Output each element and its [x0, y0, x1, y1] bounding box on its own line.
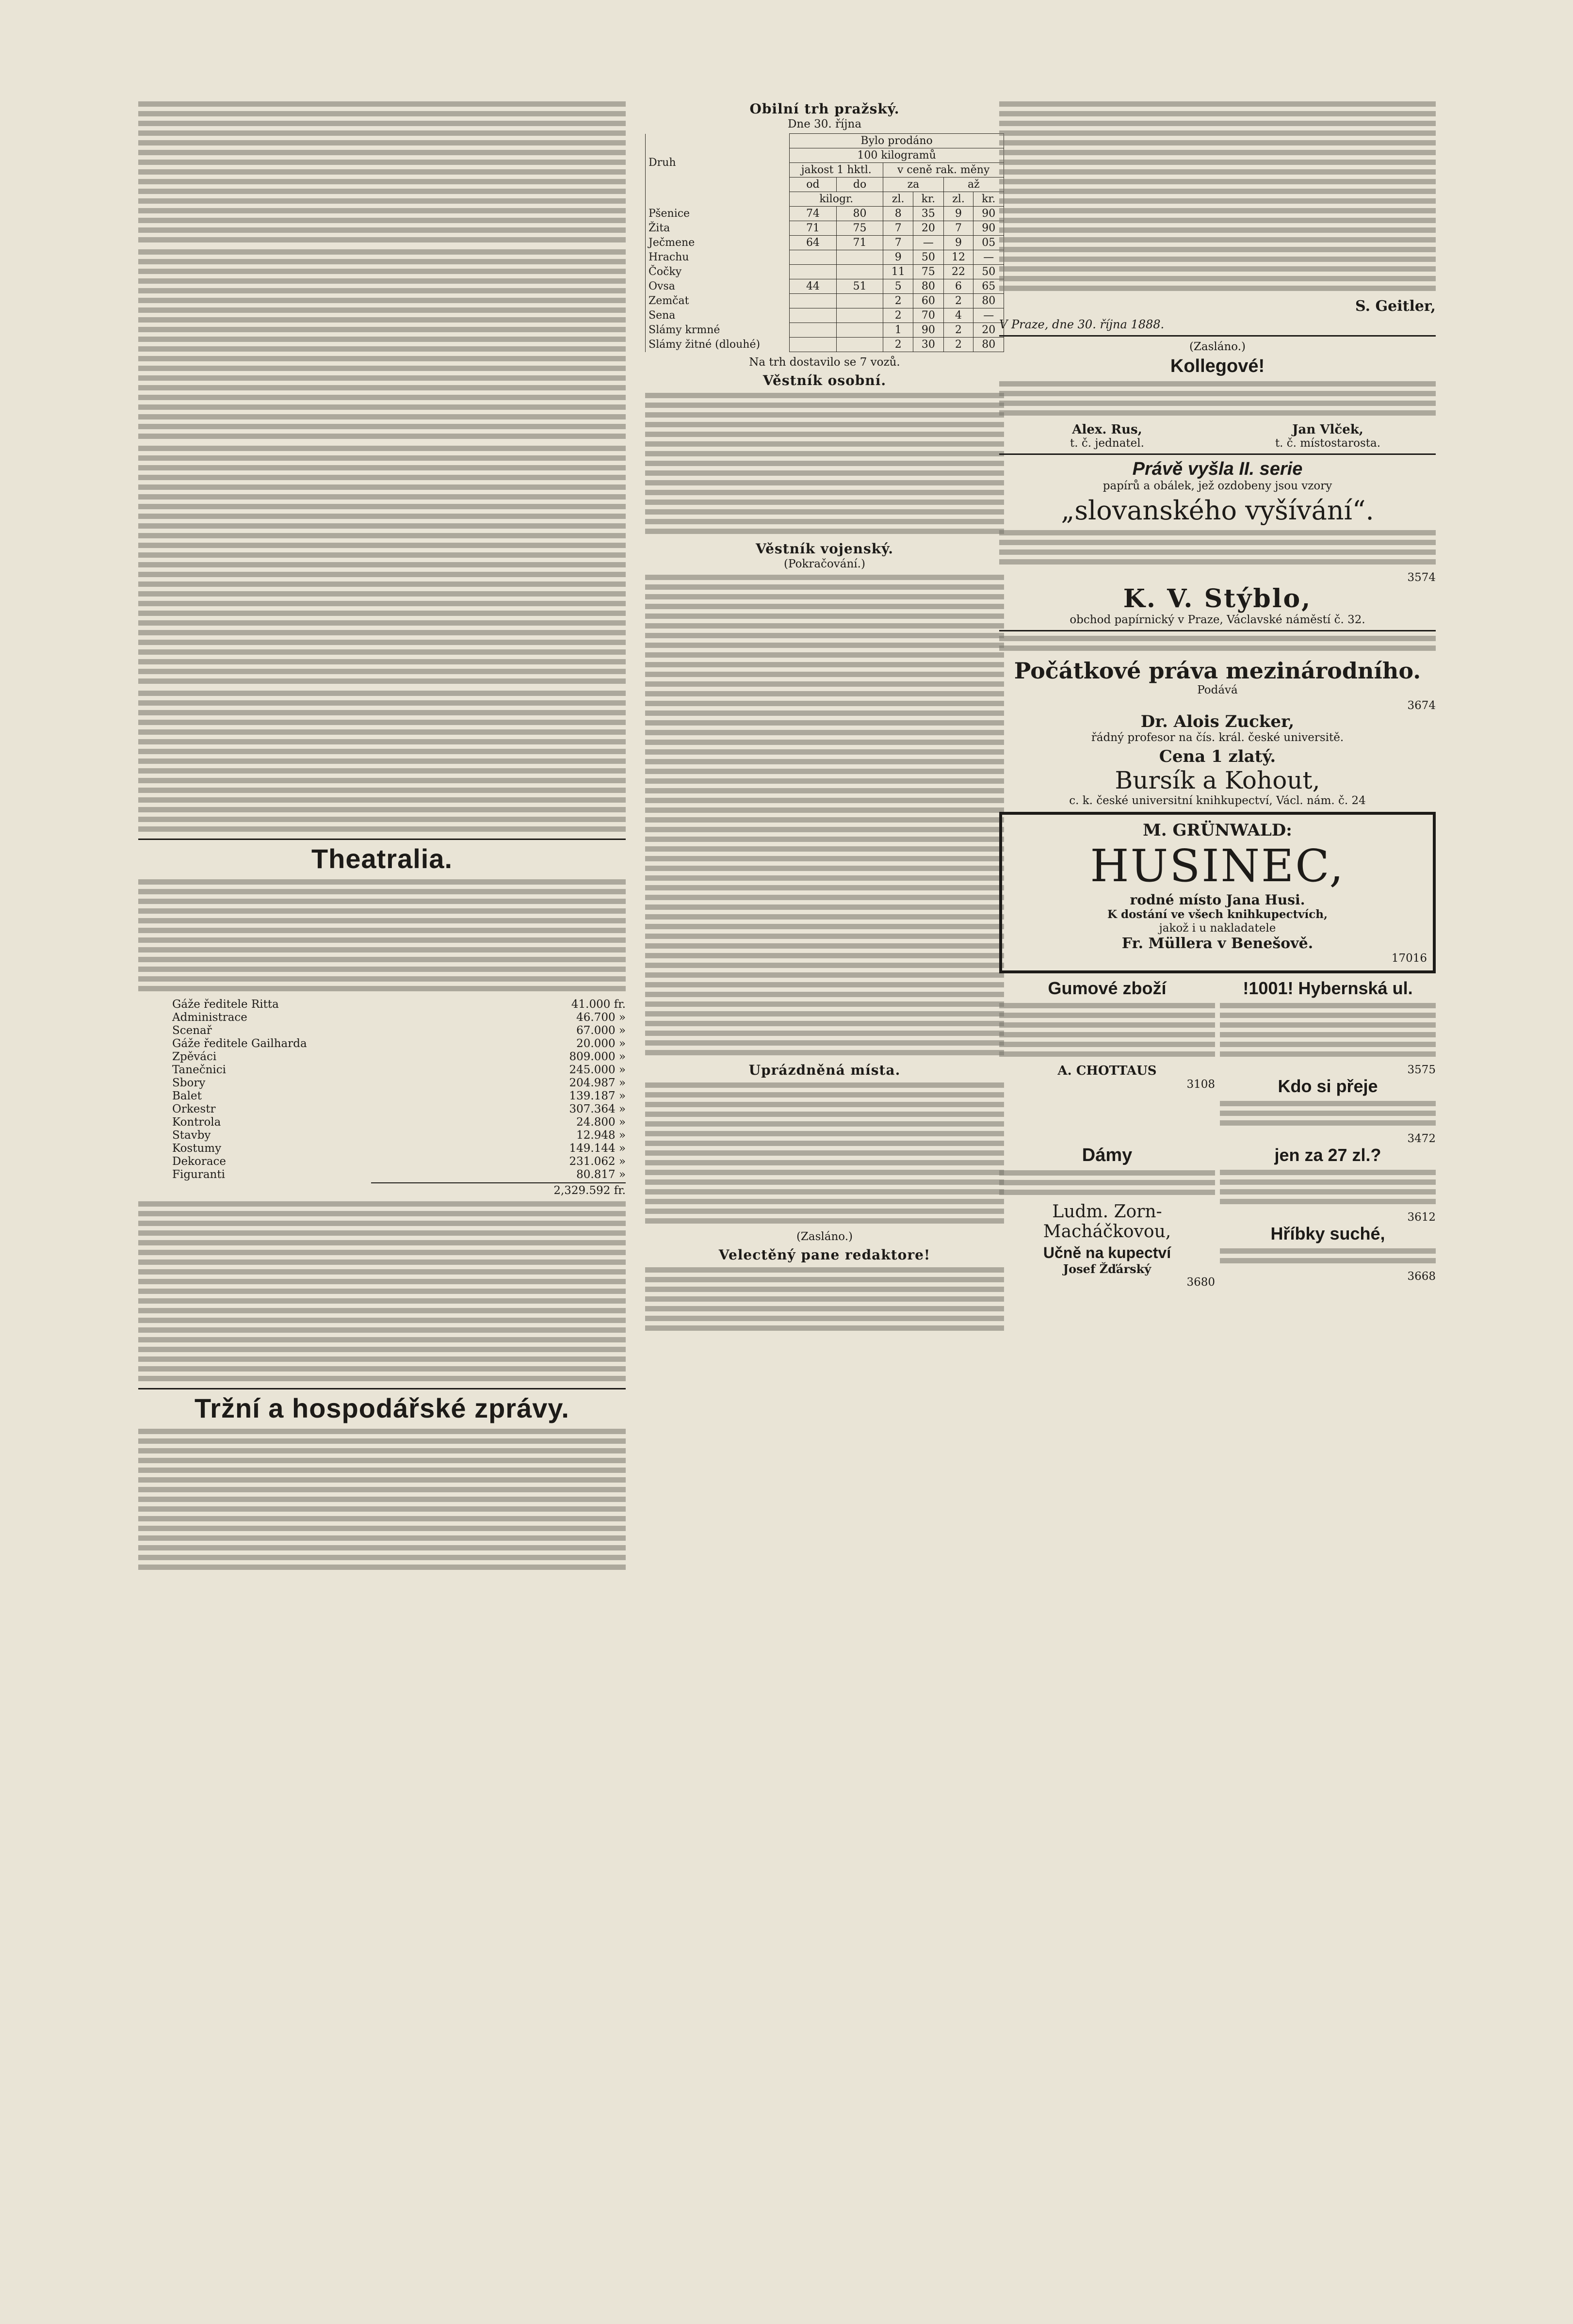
grain-footer: Na trh dostavilo se 7 vozů. [749, 356, 900, 369]
theatre-item-name: Gáže ředitele Gailharda [172, 1037, 307, 1050]
styblo-name: K. V. Stýblo, [1123, 584, 1312, 613]
hribky-body [1220, 1248, 1436, 1263]
theatre-item-amount: 245.000 » [569, 1064, 626, 1076]
uprazdnena-body [645, 1082, 1004, 1224]
zaslano-label: (Zasláno.) [796, 1230, 853, 1243]
grain-cell-kr2: 80 [973, 294, 1004, 308]
grunwald-name: M. GRÜNWALD: [1143, 821, 1292, 840]
hribky-title: Hříbky suché, [1270, 1224, 1385, 1243]
pocatkove-title: Počátkové práva mezinárodního. [1014, 658, 1421, 684]
theatre-item-amount: 41.000 fr. [571, 998, 626, 1011]
grain-cell-kr1: 70 [913, 308, 943, 323]
kr-header: kr. [973, 192, 1004, 207]
ad-number: 17016 [1391, 952, 1427, 965]
kollegove-body [999, 381, 1436, 416]
grain-cell-druh: Sena [646, 308, 790, 323]
grain-date: Dne 30. října [787, 118, 862, 130]
theatre-item-amount: 204.987 » [569, 1077, 626, 1089]
vojensky-sub: (Pokračování.) [784, 558, 865, 570]
jakost-header: jakost 1 hktl. [790, 163, 883, 178]
gumove-title: Gumové zboží [1048, 978, 1167, 998]
theatre-item-name: Kostumy [172, 1142, 222, 1155]
ucne-ad [999, 1244, 1215, 1289]
hybernska-ad [1220, 978, 1436, 1145]
signer-left: Alex. Rus, [1072, 422, 1142, 437]
grain-cell-od [790, 323, 837, 338]
theatre-item-name: Stavby [172, 1129, 211, 1142]
grain-cell-do [836, 308, 883, 323]
grain-cell-kr2: 65 [973, 279, 1004, 294]
ad-number: 3674 [1407, 699, 1436, 712]
husinec-title: HUSINEC, [1090, 840, 1345, 892]
cena-header: v ceně rak. měny [883, 163, 1004, 178]
hribky-ad [1220, 1244, 1436, 1289]
column-2 [645, 97, 1004, 1338]
grain-cell-druh: Pšenice [646, 207, 790, 221]
ucne-title: Učně na kupectví [1043, 1244, 1171, 1261]
zucker-role: řádný profesor na čís. král. české universitě. [1091, 731, 1344, 744]
theatre-item-name: Administrace [172, 1011, 247, 1024]
theatralia-title: Theatralia. [138, 839, 626, 874]
theatre-item-amount: 12.948 » [576, 1129, 626, 1142]
grain-row [646, 338, 1004, 352]
husinec-pub: jakož i u nakladatele [1159, 922, 1276, 935]
bursik-address: c. k. české universitní knihkupectví, Václ. nám. č. 24 [1069, 794, 1366, 807]
ad-number: 3575 [1407, 1064, 1436, 1076]
grain-cell-druh: Žita [646, 221, 790, 236]
theatre-item-amount: 24.800 » [576, 1116, 626, 1129]
ad-number: 3612 [1407, 1211, 1436, 1224]
zavadsky-name: Josef Žďárský [1063, 1262, 1151, 1276]
theatralia-intro [138, 879, 626, 991]
grain-title: Obilní trh pražský. [749, 101, 900, 117]
news-text-block [138, 101, 626, 242]
grain-row [646, 308, 1004, 323]
zaslano-label-2: (Zasláno.) [1189, 340, 1246, 353]
grain-cell-kr2: 05 [973, 236, 1004, 250]
grain-cell-kr1: 60 [913, 294, 943, 308]
pocatkove-intro [999, 636, 1436, 651]
market-body [138, 1429, 626, 1570]
slovanske-title: „slovanského vyšívání“. [1061, 495, 1374, 526]
grain-cell-druh: Hrachu [646, 250, 790, 265]
theatre-item [138, 1103, 626, 1116]
jen-body [1220, 1170, 1436, 1204]
theatre-item-amount: 809.000 » [569, 1050, 626, 1063]
pravo-heading: Právě vyšla II. serie [1132, 459, 1303, 479]
theatre-item [138, 998, 626, 1011]
redaktor-body [645, 1267, 1004, 1331]
small-ads-row-3 [999, 1244, 1436, 1289]
grain-cell-zl1: 2 [883, 338, 913, 352]
grain-cell-kr1: 80 [913, 279, 943, 294]
grain-cell-kr1: 75 [913, 265, 943, 279]
grain-cell-kr1: — [913, 236, 943, 250]
grain-cell-do [836, 265, 883, 279]
theatre-item [138, 1155, 626, 1168]
grain-cell-zl1: 2 [883, 308, 913, 323]
grain-cell-od [790, 294, 837, 308]
market-title: Tržní a hospodářské zprávy. [138, 1388, 626, 1424]
kdo-body [1220, 1101, 1436, 1126]
damy-body [999, 1170, 1215, 1195]
grain-cell-kr2: 90 [973, 221, 1004, 236]
grain-row [646, 236, 1004, 250]
za-header: za [883, 178, 943, 192]
grain-cell-zl2: 22 [943, 265, 973, 279]
grain-cell-zl1: 9 [883, 250, 913, 265]
grain-cell-kr2: — [973, 250, 1004, 265]
grain-cell-zl2: 6 [943, 279, 973, 294]
theatre-item [138, 1116, 626, 1129]
do-header: do [836, 178, 883, 192]
ad-number: 3574 [1407, 571, 1436, 584]
grain-cell-zl2: 12 [943, 250, 973, 265]
podava-label: Podává [1197, 684, 1238, 696]
gumove-ad [999, 978, 1215, 1145]
vojensky-title: Věstník vojenský. [755, 541, 894, 557]
grain-cell-do [836, 250, 883, 265]
grain-cell-druh: Ovsa [646, 279, 790, 294]
price: Cena 1 zlatý. [1159, 747, 1276, 766]
grain-cell-kr1: 90 [913, 323, 943, 338]
theatre-item [138, 1050, 626, 1064]
grain-cell-kr1: 50 [913, 250, 943, 265]
osobni-title: Věstník osobní. [762, 372, 887, 388]
signer-right-role: t. č. místostarosta. [1275, 437, 1381, 450]
hybernska-title: !1001! Hybernská ul. [1243, 978, 1413, 998]
theatre-item-name: Orkestr [172, 1103, 216, 1115]
grain-cell-do [836, 323, 883, 338]
grain-row [646, 207, 1004, 221]
signer-left-role: t. č. jednatel. [1070, 437, 1144, 450]
hybernska-body [1220, 1003, 1436, 1057]
small-ads-row-2 [999, 1145, 1436, 1244]
theatre-item [138, 1090, 626, 1103]
redaktor-title: Velectěný pane redaktore! [718, 1247, 931, 1263]
date-line: V Praze, dne 30. října 1888. [999, 318, 1165, 331]
grain-cell-kr1: 35 [913, 207, 943, 221]
grain-cell-kr2: — [973, 308, 1004, 323]
od-header: od [790, 178, 837, 192]
grain-cell-zl2: 2 [943, 338, 973, 352]
theatre-item-name: Balet [172, 1090, 202, 1102]
grain-cell-do: 71 [836, 236, 883, 250]
grain-cell-od [790, 265, 837, 279]
zucker-name: Dr. Alois Zucker, [1140, 712, 1295, 731]
grain-cell-zl1: 1 [883, 323, 913, 338]
grain-cell-do: 80 [836, 207, 883, 221]
grain-cell-zl2: 2 [943, 323, 973, 338]
gumove-body [999, 1003, 1215, 1057]
grain-cell-druh: Slámy žitné (dlouhé) [646, 338, 790, 352]
grain-cell-od [790, 338, 837, 352]
vojensky-body [645, 575, 1004, 1055]
theatre-item [138, 1064, 626, 1077]
ad-number: 3472 [1407, 1132, 1436, 1145]
grain-cell-druh: Čočky [646, 265, 790, 279]
divider [999, 453, 1436, 455]
theatre-item-amount: 149.144 » [569, 1142, 626, 1155]
az-header: až [943, 178, 1004, 192]
grain-cell-od: 74 [790, 207, 837, 221]
theatre-item [138, 1024, 626, 1037]
theatre-item-name: Dekorace [172, 1155, 227, 1168]
theatre-item [138, 1077, 626, 1090]
theatre-expense-list [138, 998, 626, 1181]
theatre-item-amount: 139.187 » [569, 1090, 626, 1102]
theatre-item-name: Gáže ředitele Ritta [172, 998, 279, 1011]
signatures [999, 422, 1436, 450]
letter-body [999, 101, 1436, 291]
osobni-body [645, 393, 1004, 534]
theatre-item [138, 1168, 626, 1181]
small-ads-row-1 [999, 978, 1436, 1145]
grain-row [646, 323, 1004, 338]
grain-cell-zl1: 8 [883, 207, 913, 221]
theatre-item-amount: 46.700 » [576, 1011, 626, 1024]
grain-cell-od [790, 308, 837, 323]
grain-cell-od: 64 [790, 236, 837, 250]
grain-cell-kr1: 30 [913, 338, 943, 352]
grain-cell-zl2: 9 [943, 207, 973, 221]
theatre-total: 2,329.592 fr. [371, 1182, 626, 1197]
zorn-name: Ludm. Zorn-Macháčkovou, [1043, 1202, 1171, 1242]
signature: S. Geitler, [1355, 298, 1436, 315]
signer-right: Jan Vlček, [1292, 422, 1363, 437]
damy-title: Dámy [1082, 1145, 1133, 1165]
grain-cell-zl1: 11 [883, 265, 913, 279]
blank-cell [646, 192, 790, 207]
theatre-item-name: Zpěváci [172, 1050, 217, 1063]
grain-row [646, 265, 1004, 279]
kdo-title: Kdo si přeje [1278, 1076, 1378, 1096]
grain-row [646, 294, 1004, 308]
grain-table [645, 133, 1004, 352]
grain-cell-kr2: 50 [973, 265, 1004, 279]
theatre-item-amount: 80.817 » [576, 1168, 626, 1181]
ad-number: 3668 [1407, 1270, 1436, 1283]
grain-cell-do [836, 338, 883, 352]
bylo-prodano-header: Bylo prodáno [790, 134, 1004, 148]
theatre-item [138, 1129, 626, 1142]
husinec-ad [999, 812, 1436, 973]
styblo-address: obchod papírnický v Praze, Václavské náměstí č. 32. [1070, 613, 1365, 626]
grain-cell-od: 71 [790, 221, 837, 236]
bursik-name: Bursík a Kohout, [1115, 766, 1320, 794]
uprazdnena-title: Uprázdněná místa. [748, 1062, 901, 1078]
slovanske-body [999, 530, 1436, 565]
theatre-item [138, 1011, 626, 1024]
grain-cell-zl1: 2 [883, 294, 913, 308]
theatre-item-name: Kontrola [172, 1116, 221, 1129]
grain-cell-kr2: 20 [973, 323, 1004, 338]
theatre-item-name: Sbory [172, 1077, 206, 1089]
grain-cell-druh: Slámy krmné [646, 323, 790, 338]
grain-cell-zl2: 9 [943, 236, 973, 250]
theatre-item [138, 1037, 626, 1050]
theatre-item-amount: 67.000 » [576, 1024, 626, 1037]
grain-cell-druh: Ječmene [646, 236, 790, 250]
grain-cell-do: 75 [836, 221, 883, 236]
sto-kg-header: 100 kilogramů [790, 148, 1004, 163]
theatre-item-name: Scenař [172, 1024, 212, 1037]
grain-cell-zl2: 4 [943, 308, 973, 323]
grain-cell-zl2: 2 [943, 294, 973, 308]
theatre-item-name: Tanečnici [172, 1064, 226, 1076]
druh-header: Druh [646, 134, 790, 192]
news-text-block [138, 691, 626, 832]
damy-ad [999, 1145, 1215, 1244]
kilogr-header: kilogr. [790, 192, 883, 207]
ad-number: 3680 [1186, 1276, 1215, 1289]
theatre-item-name: Figuranti [172, 1168, 225, 1181]
grain-cell-zl1: 7 [883, 236, 913, 250]
pravo-sub: papírů a obálek, jež ozdobeny jsou vzory [1103, 480, 1332, 492]
grain-row [646, 221, 1004, 236]
grain-cell-kr2: 90 [973, 207, 1004, 221]
grain-cell-od [790, 250, 837, 265]
zl-header: zl. [943, 192, 973, 207]
theatre-item-amount: 231.062 » [569, 1155, 626, 1168]
mullera-name: Fr. Müllera v Benešově. [1121, 935, 1314, 952]
grain-cell-druh: Zemčat [646, 294, 790, 308]
husinec-dist: K dostání ve všech knihkupectvích, [1107, 908, 1328, 921]
grain-row [646, 279, 1004, 294]
theatre-item-amount: 20.000 » [576, 1037, 626, 1050]
theatre-item-amount: 307.364 » [569, 1103, 626, 1115]
grain-cell-zl2: 7 [943, 221, 973, 236]
grain-cell-zl1: 7 [883, 221, 913, 236]
divider [999, 630, 1436, 631]
ad-number: 3108 [1186, 1078, 1215, 1091]
divider [999, 335, 1436, 337]
husinec-sub: rodné místo Jana Husi. [1130, 892, 1305, 908]
grain-cell-zl1: 5 [883, 279, 913, 294]
grain-cell-od: 44 [790, 279, 837, 294]
grain-row [646, 250, 1004, 265]
jen-title: jen za 27 zl.? [1274, 1145, 1381, 1165]
grain-cell-do [836, 294, 883, 308]
jen-ad [1220, 1145, 1436, 1244]
theatralia-body [138, 1201, 626, 1381]
theatre-item [138, 1142, 626, 1155]
grain-cell-kr2: 80 [973, 338, 1004, 352]
grain-cell-do: 51 [836, 279, 883, 294]
grain-cell-kr1: 20 [913, 221, 943, 236]
column-3 [999, 97, 1436, 1289]
zl-header: zl. [883, 192, 913, 207]
news-text-block [138, 249, 626, 439]
kr-header: kr. [913, 192, 943, 207]
kollegove-heading: Kollegové! [1170, 356, 1265, 376]
news-text-block [138, 446, 626, 684]
column-1 [138, 97, 626, 1577]
chottaus-name: A. CHOTTAUS [1057, 1064, 1157, 1078]
